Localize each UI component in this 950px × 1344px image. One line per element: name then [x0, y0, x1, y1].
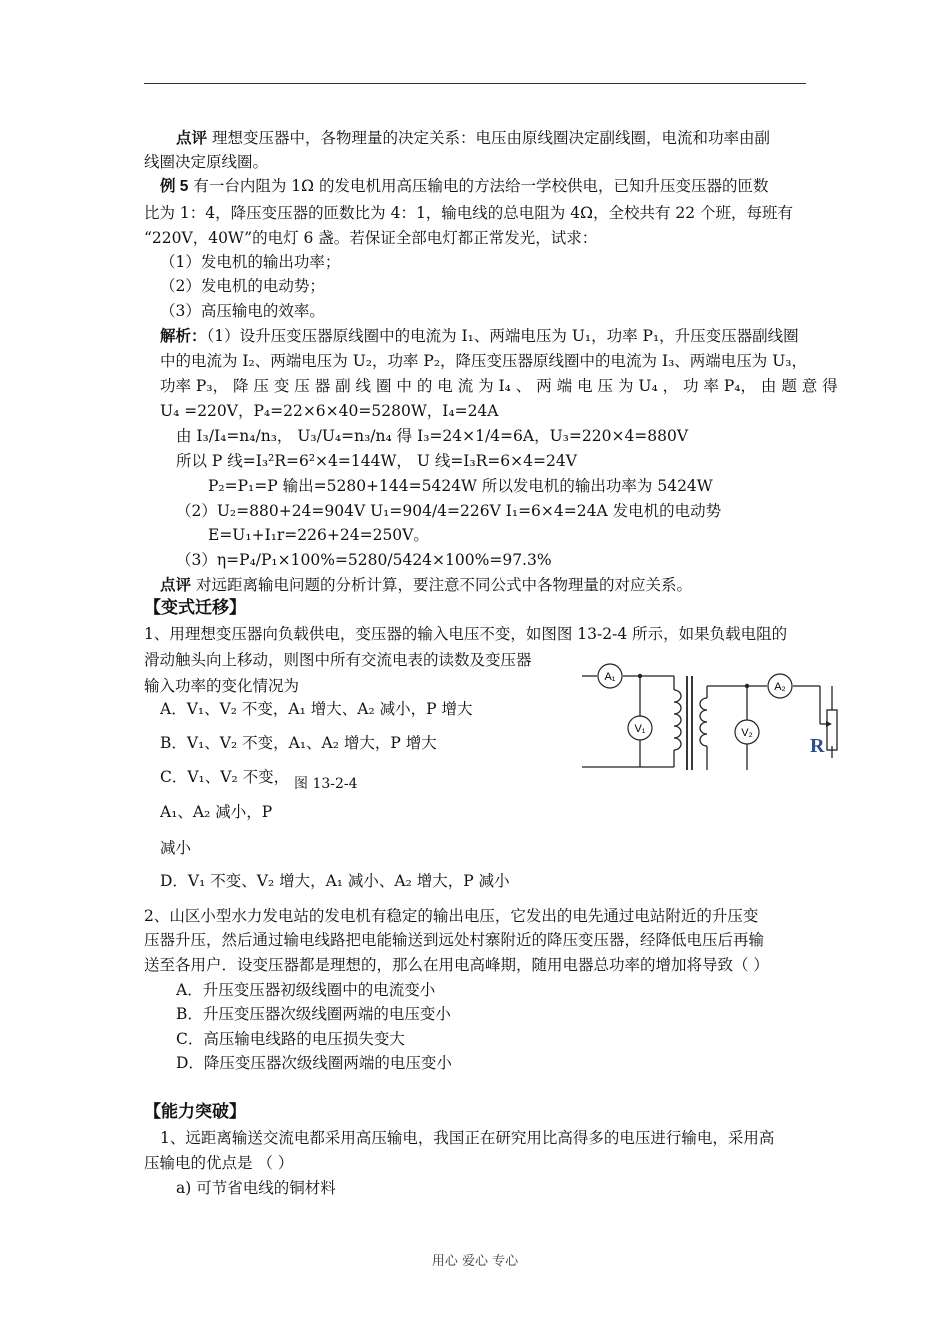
voltmeter-v2 — [735, 720, 759, 744]
example-5-line-3: “220V，40W”的电灯 6 盏。若保证全部电灯都正常发光，试求： — [144, 229, 598, 247]
problem-1-line-1: 1、用理想变压器向负载供电，变压器的输入电压不变，如图图 13-2-4 所示，如果负载电阻的 — [144, 625, 788, 643]
problem-3-line-2: 压输电的优点是 （ ） — [144, 1154, 294, 1172]
problem-2-option-b: B．升压变压器次级线圈两端的电压变小 — [176, 1005, 451, 1023]
solution-line-8: （2）U₂=880+24=904V U₁=904/4=226V I₁=6×4=24A 发电机的电动势 — [176, 502, 722, 520]
comment-2: 点评 对远距离输电问题的分析计算，要注意不同公式中各物理量的对应关系。 — [160, 575, 692, 594]
junction-node — [638, 674, 642, 678]
comment-1: 点评 理想变压器中，各物理量的决定关系：电压由原线圈决定副线圈，电流和功率由副 — [176, 128, 770, 147]
svg-text:A₂: A₂ — [774, 681, 786, 693]
transformer-circuit-figure — [582, 662, 847, 774]
solution-line-5: 由 I₃/I₄=n₄/n₃， U₃/U₄=n₃/n₄ 得 I₃=24×1/4=6A，U₃=220×4=880V — [176, 427, 689, 445]
solution-line-1: 解析：（1）设升压变压器原线圈中的电流为 I₁、两端电压为 U₁，功率 P₁，升压变压器副线圈 — [160, 326, 799, 345]
ammeter-a2 — [768, 674, 792, 698]
section-heading-ability: 【能力突破】 — [144, 1102, 246, 1122]
comment-label: 点评 — [160, 575, 192, 594]
problem-1-option-c-cont: A₁、A₂ 减小，P — [160, 803, 273, 821]
solution-line-7: P₂=P₁=P 输出=5280+144=5424W 所以发电机的输出功率为 5424W — [208, 477, 713, 495]
figure-caption: 图 13-2-4 — [294, 776, 358, 792]
problem-1-option-c-cont2: 减小 — [160, 839, 192, 857]
resistor-label: R — [810, 735, 825, 757]
question-2: （2）发电机的电动势； — [160, 277, 325, 295]
header-rule — [144, 83, 806, 84]
problem-1-option-c: C．V₁、V₂ 不变， — [160, 768, 290, 786]
solution-line-10: （3）η=P₄/P₁×100%=5280/5424×100%=97.3% — [176, 551, 552, 569]
section-heading-variant: 【变式迁移】 — [144, 598, 246, 618]
problem-2-option-d: D．降压变压器次级线圈两端的电压变小 — [176, 1054, 452, 1072]
svg-text:V₂: V₂ — [741, 727, 753, 739]
junction-node — [745, 684, 749, 688]
svg-text:A₁: A₁ — [604, 671, 616, 683]
solution-line-9: E=U₁+I₁r=226+24=250V。 — [208, 526, 429, 544]
problem-1-option-d: D．V₁ 不变、V₂ 增大，A₁ 减小、A₂ 增大，P 减小 — [160, 872, 510, 890]
solution-line-3: 功率 P₃， 降 压 变 压 器 副 线 圈 中 的 电 流 为 I₄ 、 两 端 电 压 为 U₄ ， 功 率 P₄， 由 题 意 得 — [160, 377, 838, 395]
problem-1-option-b: B．V₁、V₂ 不变，A₁、A₂ 增大，P 增大 — [160, 734, 437, 752]
problem-2-option-c: C．高压输电线路的电压损失变大 — [176, 1030, 405, 1048]
problem-1-line-3: 输入功率的变化情况为 — [144, 677, 300, 695]
problem-2-line-2: 压器升压，然后通过输电线路把电能输送到远处村寨附近的降压变压器，经降低电压后再输 — [144, 931, 765, 949]
svg-text:V₁: V₁ — [634, 723, 646, 735]
solution-line-6: 所以 P 线=I₃²R=6²×4=144W， U 线=I₃R=6×4=24V — [176, 452, 577, 470]
page-footer: 用心 爱心 专心 — [431, 1254, 519, 1269]
solution-line-4: U₄ =220V，P₄=22×6×40=5280W，I₄=24A — [160, 402, 499, 420]
slider-arrow-icon — [826, 721, 832, 727]
problem-2-option-a: A．升压变压器初级线圈中的电流变小 — [176, 981, 436, 999]
example-5-line-2: 比为 1：4，降压变压器的匝数比为 4：1，输电线的总电阻为 4Ω，全校共有 22 个班，每班有 — [144, 204, 794, 222]
comment-1-cont: 线圈决定原线圈。 — [144, 153, 269, 171]
voltmeter-v1 — [628, 716, 652, 740]
solution-line-2: 中的电流为 I₂、两端电压为 U₂，功率 P₂，降压变压器原线圈中的电流为 I₃、两端电压为 U₃， — [160, 352, 808, 370]
example-label: 例 5 — [160, 178, 189, 195]
problem-2-line-3: 送至各用户．设变压器都是理想的，那么在用电高峰期，随用电器总功率的增加将导致（ ） — [144, 956, 769, 974]
example-5-line-1: 例 5 有一台内阻为 1Ω 的发电机用高压输电的方法给一学校供电，已知升压变压器的匝数 — [160, 177, 769, 195]
problem-3-line-1: 1、远距离输送交流电都采用高压输电，我国正在研究用比高得多的电压进行输电，采用高 — [160, 1129, 775, 1147]
solution-label: 解析： — [160, 326, 207, 345]
question-1: （1）发电机的输出功率； — [160, 253, 341, 271]
problem-3-option-a: a) 可节省电线的铜材料 — [176, 1179, 336, 1197]
problem-1-line-2: 滑动触头向上移动，则图中所有交流电表的读数及变压器 — [144, 651, 532, 669]
question-3: （3）高压输电的效率。 — [160, 302, 325, 320]
ammeter-a1 — [598, 664, 622, 688]
comment-label: 点评 — [176, 128, 208, 147]
problem-1-option-a: A．V₁、V₂ 不变，A₁ 增大、A₂ 减小，P 增大 — [160, 700, 473, 718]
problem-2-line-1: 2、山区小型水力发电站的发电机有稳定的输出电压，它发出的电先通过电站附近的升压变 — [144, 907, 759, 925]
